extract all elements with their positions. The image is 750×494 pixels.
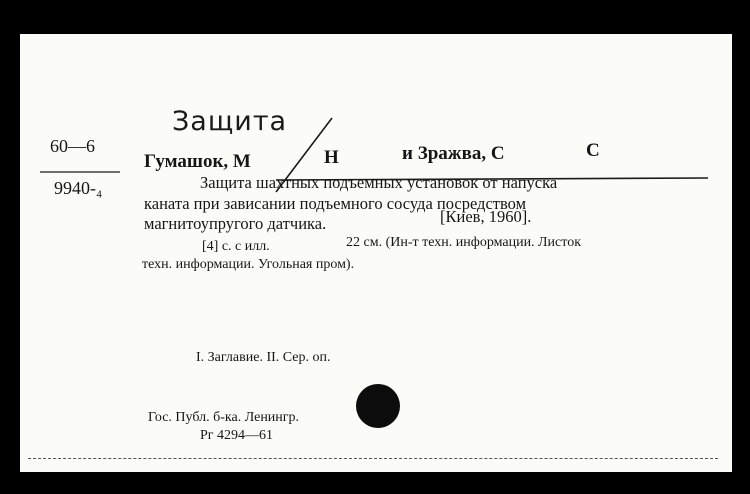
collation-pages: [4] с. с илл. bbox=[202, 239, 270, 254]
call-number-top: 60—6 bbox=[50, 136, 95, 156]
coauthor-initial: С bbox=[586, 140, 600, 161]
coauthor-name: и Зражва, С bbox=[402, 143, 505, 164]
author-initial: Н bbox=[324, 147, 339, 168]
handwritten-annotation: Защита bbox=[172, 106, 288, 137]
title-line-1: Защита шахтных подъемных установок от напуска bbox=[200, 173, 558, 192]
imprint: [Киев, 1960]. bbox=[440, 207, 532, 226]
bottom-dotted-rule bbox=[28, 458, 718, 459]
title-line-2: каната при зависании подъемного сосуда посредством bbox=[144, 194, 527, 213]
call-number-bottom: 9940-₄ bbox=[54, 178, 103, 198]
library-stamp-line-1: Гос. Публ. б-ка. Ленингр. bbox=[148, 410, 300, 425]
ink-stamp bbox=[356, 384, 400, 428]
tracings: I. Заглавие. II. Сер. оп. bbox=[196, 350, 331, 365]
collation-series-cont: техн. информации. Угольная пром). bbox=[142, 257, 355, 272]
catalog-card bbox=[20, 34, 732, 472]
library-stamp-line-2: Рг 4294—61 bbox=[200, 428, 274, 443]
collation-series: 22 см. (Ин-т техн. информации. Листок bbox=[346, 235, 581, 250]
author-name: Гумашок, М bbox=[144, 151, 251, 172]
title-line-3: магнитоупругого датчика. bbox=[144, 214, 327, 233]
